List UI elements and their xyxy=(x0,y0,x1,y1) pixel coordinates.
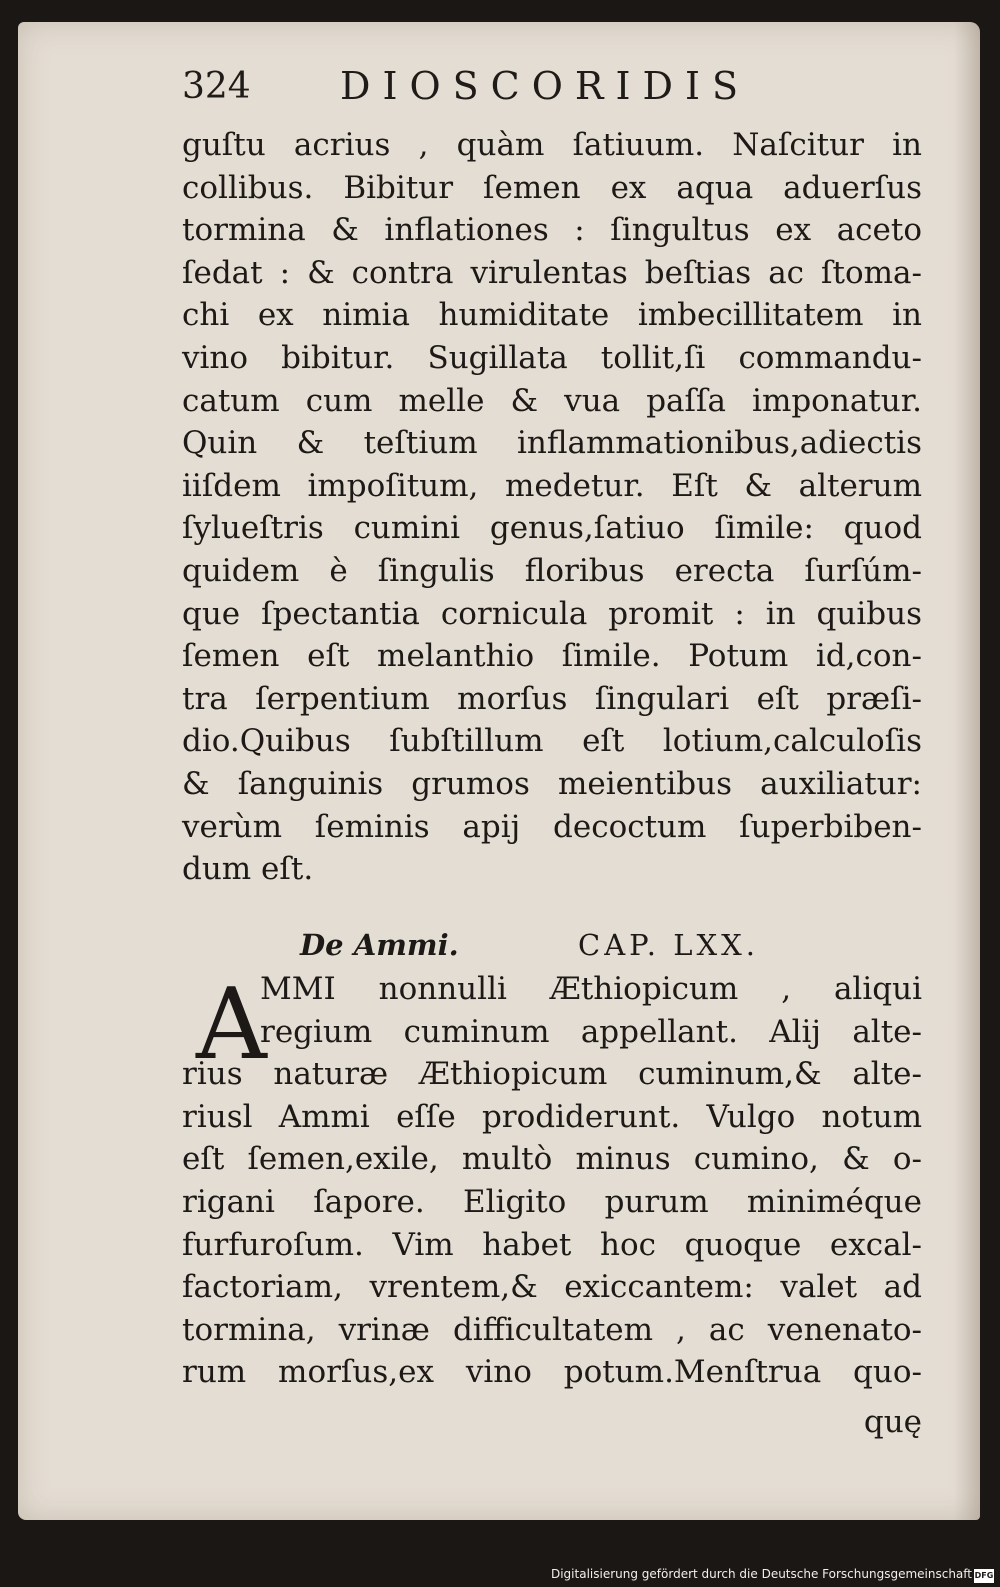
body-line: que ſpectantia cornicula promit : in quibus xyxy=(182,595,922,632)
digitization-credit: Digitalisierung gefördert durch die Deutsche Forschungsgemeinschaft xyxy=(550,1567,972,1581)
page-edge-shadow xyxy=(954,22,980,1520)
page-number: 324 xyxy=(182,66,251,107)
chapter-line: rius naturæ Æthiopicum cuminum,& alte- xyxy=(182,1056,922,1093)
body-line: quidem è ſingulis floribus erecta ſurſúm- xyxy=(182,552,922,589)
chapter-line: rigani ſapore. Eligito purum miniméque xyxy=(182,1183,922,1220)
body-line: guſtu acrius , quàm ſatiuum. Naſcitur in xyxy=(182,127,922,163)
chapter-line: riusl Ammi eſſe prodiderunt. Vulgo notum xyxy=(182,1098,922,1135)
catchword: quę xyxy=(863,1404,922,1440)
body-line: tra ſerpentium morſus ſingulari eſt præſi- xyxy=(182,680,922,717)
body-line: catum cum melle & vua paſſa imponatur. xyxy=(182,382,922,419)
body-line: Quin & teſtium inflammationibus,adiectis xyxy=(182,425,922,462)
body-line: ſylueſtris cumini genus,ſatiuo ſimile: quod xyxy=(182,510,922,547)
body-line: verùm ſeminis apij decoctum ſuperbiben- xyxy=(182,808,922,845)
body-line: tormina & inflationes : ſingultus ex aceto xyxy=(182,212,922,249)
drop-cap: A xyxy=(196,968,267,1082)
body-line: ſemen eſt melanthio ſimile. Potum id,con- xyxy=(182,638,922,675)
body-line: chi ex nimia humiditate imbecillitatem in xyxy=(182,297,922,334)
body-line: dio.Quibus ſubſtillum eſt lotium,calculoſis xyxy=(182,723,922,760)
chapter-number: CAP. LXX. xyxy=(578,928,759,962)
chapter-line: regium cuminum appellant. Alij alte- xyxy=(260,1013,922,1050)
chapter-line: eſt ſemen,exile, multò minus cumino, & o- xyxy=(182,1141,922,1178)
chapter-text xyxy=(182,968,922,1394)
body-line: iiſdem impoſitum, medetur. Eſt & alterum xyxy=(182,467,922,504)
chapter-line: MMI nonnulli Æthiopicum , aliqui xyxy=(260,971,922,1007)
chapter-name: De Ammi. xyxy=(300,928,459,962)
chapter-line: furfuroſum. Vim habet hoc quoque excal- xyxy=(182,1226,922,1263)
body-line: vino bibitur. Sugillata tollit,ſi commandu- xyxy=(182,339,922,376)
chapter-line: tormina, vrinæ difficultatem , ac venenato- xyxy=(182,1311,922,1348)
running-head xyxy=(182,58,922,118)
running-title: DIOSCORIDIS xyxy=(340,64,751,108)
body-line: & ſanguinis grumos meientibus auxiliatur: xyxy=(182,765,922,802)
dfg-logo: DFG xyxy=(974,1569,994,1583)
body-text xyxy=(182,124,922,891)
body-line: collibus. Bibitur ſemen ex aqua aduerſus xyxy=(182,169,922,206)
body-line: dum eſt. xyxy=(182,851,314,888)
body-line: ſedat : & contra virulentas beſtias ac ſtoma- xyxy=(182,254,922,291)
chapter-line: rum morſus,ex vino potum.Menſtrua quo- xyxy=(182,1354,922,1391)
chapter-line: factoriam, vrentem,& exiccantem: valet ad xyxy=(182,1269,922,1306)
chapter-heading xyxy=(300,928,820,970)
